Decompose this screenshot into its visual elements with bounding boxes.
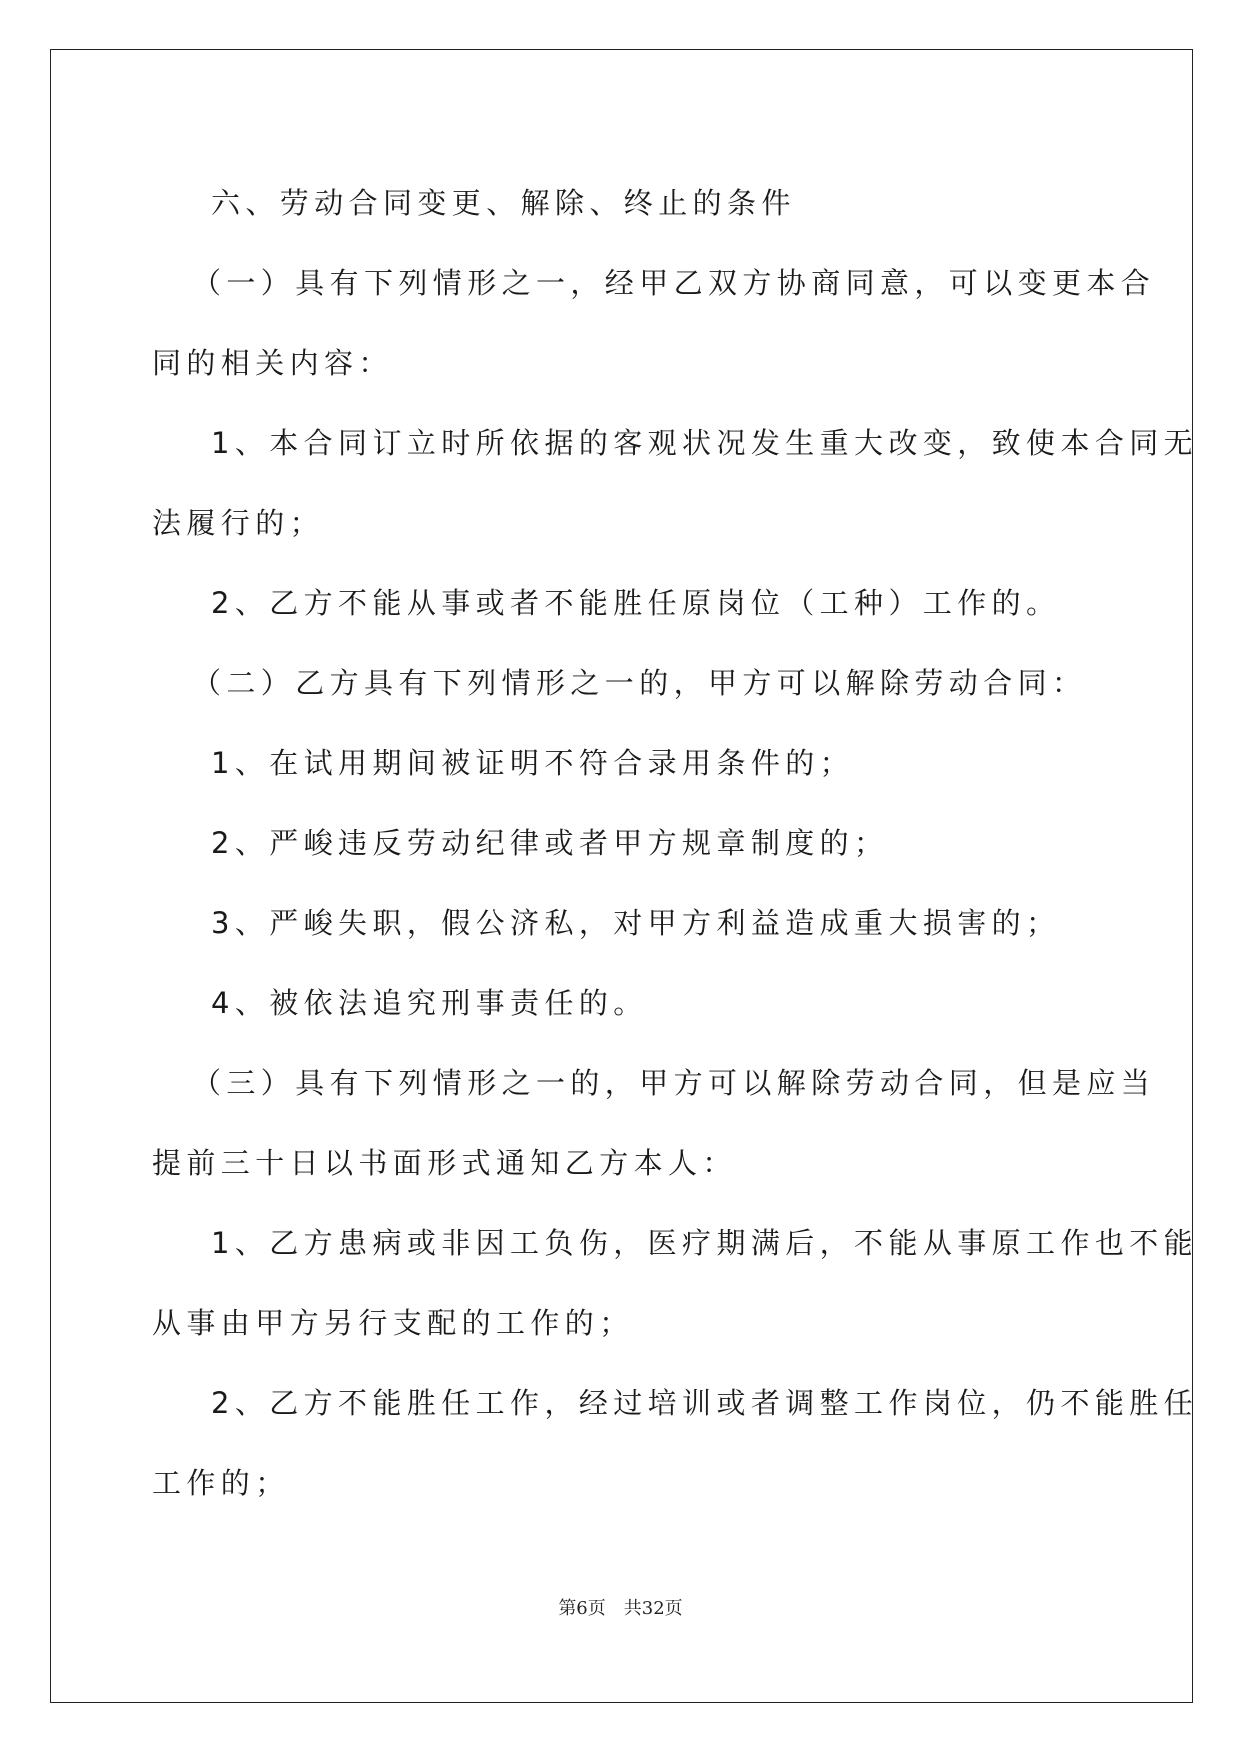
clause-paragraph <box>152 243 1156 323</box>
list-item-line: 2、乙方不能胜任工作，经过培训或者调整工作岗位，仍不能胜任 <box>211 1386 1199 1420</box>
list-item-line: 4、被依法追究刑事责任的。 <box>211 986 648 1020</box>
section-heading <box>152 163 1095 243</box>
list-item-line: 1、乙方患病或非因工负伤，医疗期满后，不能从事原工作也不能 <box>211 1226 1199 1260</box>
page-number: 第6页 <box>558 1598 606 1619</box>
list-item <box>152 1203 1199 1283</box>
list-item-line: 法履行的； <box>152 506 325 540</box>
list-item <box>152 723 1095 803</box>
list-item-line: 1、本合同订立时所依据的客观状况发生重大改变，致使本合同无 <box>211 426 1199 460</box>
list-item-line: 从事由甲方另行支配的工作的； <box>152 1306 634 1340</box>
paragraph-continuation <box>152 323 1095 403</box>
list-item-line: 3、严峻失职，假公济私，对甲方利益造成重大损害的； <box>211 906 1061 940</box>
list-item <box>152 1363 1199 1443</box>
section-heading-text: 六、劳动合同变更、解除、终止的条件 <box>211 186 796 220</box>
clause-paragraph <box>152 643 1095 723</box>
list-item <box>152 803 1095 883</box>
list-item-continuation <box>152 483 1095 563</box>
list-item <box>152 963 1095 1043</box>
list-item-continuation <box>152 1443 1095 1523</box>
paragraph-line: 提前三十日以书面形式通知乙方本人： <box>152 1146 737 1180</box>
list-item-line: 2、乙方不能从事或者不能胜任原岗位（工种）工作的。 <box>211 586 1061 620</box>
list-item <box>152 883 1095 963</box>
paragraph-continuation <box>152 1123 1095 1203</box>
list-item-line: 工作的； <box>152 1466 290 1500</box>
list-item <box>152 563 1095 643</box>
paragraph-line: 同的相关内容： <box>152 346 393 380</box>
list-item <box>152 403 1199 483</box>
total-pages: 共32页 <box>623 1598 683 1619</box>
paragraph-line: （二）乙方具有下列情形之一的，甲方可以解除劳动合同： <box>192 666 1087 700</box>
clause-paragraph <box>152 1043 1156 1123</box>
list-item-line: 2、严峻违反劳动纪律或者甲方规章制度的； <box>211 826 889 860</box>
list-item-continuation <box>152 1283 1095 1363</box>
document-body <box>152 163 1199 1523</box>
paragraph-line: （一）具有下列情形之一，经甲乙双方协商同意，可以变更本合 <box>192 266 1156 300</box>
list-item-line: 1、在试用期间被证明不符合录用条件的； <box>211 746 855 780</box>
page-footer <box>0 1594 1241 1620</box>
paragraph-line: （三）具有下列情形之一的，甲方可以解除劳动合同，但是应当 <box>192 1066 1156 1100</box>
